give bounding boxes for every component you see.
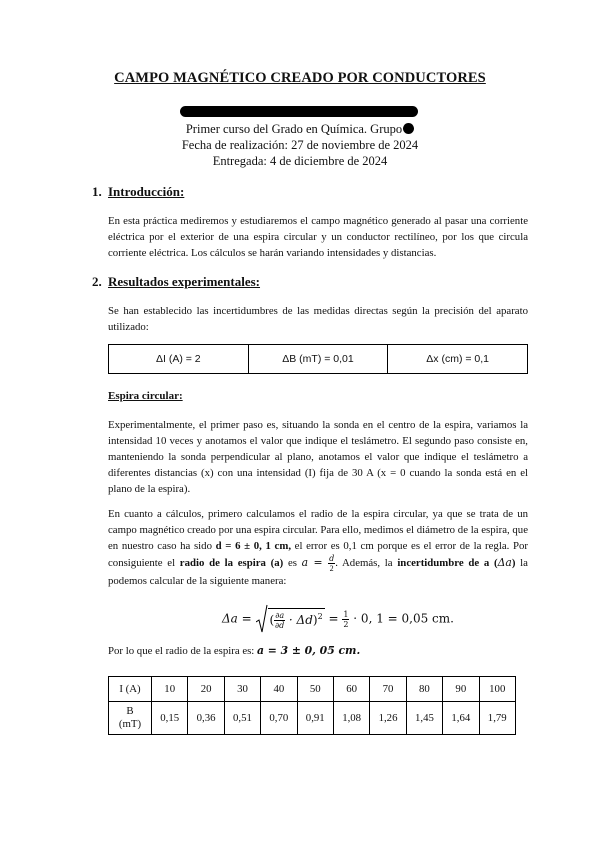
espira-paragraph-1: Experimentalmente, el primer paso es, situando la sonda en el centro de la espira, variamos la intensidad 10 veces y anotamos el valor que indique el teslámetro. El segundo paso consiste en, manteniendo la sonda perpendicular al plano, anotamos el valor que indique el teslámetro a diferentes distancias (x) con una intensidad (I) fija de 30 A (x = 0 cuando la sonda está en el plano de la espira). — [108, 419, 528, 495]
table-cell: 20 — [188, 677, 224, 702]
p2-text-b: el error es 0,1 cm porque es el error de la regla. Por consiguiente el — [108, 540, 528, 569]
table-cell: 30 — [224, 677, 260, 702]
table-cell: 50 — [297, 677, 333, 702]
p2-text-d: . Además, la — [335, 556, 398, 569]
uncertainty-cell: ΔB (mT) = 0,01 — [248, 345, 388, 374]
uncertainty-term-close: ) — [511, 556, 516, 569]
table-cell: 60 — [333, 677, 369, 702]
table-cell: 0,51 — [224, 702, 260, 735]
diameter-value: d = 6 ± 0, 1 cm, — [215, 540, 292, 552]
table-cell: 0,15 — [152, 702, 188, 735]
section-2-number: 2. — [92, 274, 102, 289]
espira-paragraph-2 — [108, 506, 528, 589]
uncertainty-term: incertidumbre de a ( — [397, 556, 498, 569]
current-field-table — [108, 676, 516, 735]
table-cell: 40 — [261, 677, 297, 702]
fraction-numerator: d — [329, 554, 335, 563]
radius-term: radio de la espira (a) — [179, 556, 284, 569]
radius-result-value: a = 3 ± 0, 05 cm. — [257, 644, 361, 657]
espira-subtitle: Espira circular: — [108, 390, 183, 402]
intro-paragraph: En esta práctica mediremos y estudiaremos el campo magnético generado al pasar una corriente eléctrica por el exterior de una espira circular y un conductor rectilíneo, por los que circula corriente eléctrica. Los cálculos se harán variando intensidades y distancias. — [108, 215, 528, 259]
table-cell: 10 — [152, 677, 188, 702]
redacted-group-dot — [403, 123, 414, 134]
section-1-heading — [92, 184, 184, 200]
uncertainty-cell: Δx (cm) = 0,1 — [388, 345, 528, 374]
table-cell: 1,45 — [406, 702, 442, 735]
formula-lhs: Δa = — [222, 611, 256, 626]
table-cell: 0,70 — [261, 702, 297, 735]
table-cell: 1,64 — [443, 702, 479, 735]
partial-denominator: ∂d — [275, 621, 285, 630]
radius-equation: a = — [301, 555, 329, 569]
course-line — [0, 122, 600, 137]
partial-numerator: ∂a — [275, 611, 285, 620]
half-numerator: 1 — [343, 609, 349, 619]
delta-a-symbol: Δa — [497, 555, 512, 569]
radius-result-line — [108, 643, 528, 659]
table-row-current — [109, 677, 516, 702]
table-cell: 80 — [406, 677, 442, 702]
formula-rhs: · 0, 1 = 0,05 cm. — [349, 611, 454, 626]
uncertainty-cell: ΔI (A) = 2 — [109, 345, 249, 374]
table-cell: 90 — [443, 677, 479, 702]
table-cell: 1,26 — [370, 702, 406, 735]
table-cell: 100 — [479, 677, 515, 702]
section-1-number: 1. — [92, 184, 102, 199]
header-cell-current: I (A) — [109, 677, 152, 702]
half-denominator: 2 — [343, 619, 349, 629]
partial-fraction — [274, 611, 285, 630]
section-2-heading — [92, 274, 260, 290]
date-done: Fecha de realización: 27 de noviembre de 2024 — [181, 138, 419, 152]
table-row-field — [109, 702, 516, 735]
document-title: CAMPO MAGNÉTICO CREADO POR CONDUCTORES — [114, 70, 486, 86]
course-text: Primer curso del Grado en Química. Grupo — [185, 122, 403, 136]
field-label: B — [126, 705, 134, 717]
section-2-title: Resultados experimentales: — [108, 274, 261, 289]
uncertainty-table — [108, 344, 528, 374]
date-delivered: Entregada: 4 de diciembre de 2024 — [212, 154, 388, 168]
header-cell-field — [109, 702, 152, 735]
sqrt-symbol — [256, 604, 268, 634]
uncertainty-intro: Se han establecido las incertidumbres de las medidas directas según la precisión del aparato utilizado: — [108, 305, 528, 333]
table-cell: 0,91 — [297, 702, 333, 735]
table-cell: 0,36 — [188, 702, 224, 735]
sqrt-content: ( $\frac{\partial a}{\partial d}$ · Δd)$^2$ — [268, 608, 325, 630]
table-cell: 1,08 — [333, 702, 369, 735]
p2-text-c: es — [283, 556, 302, 569]
uncertainty-formula: Δa = ( $\frac{\partial a}{\partial d}$ · Δd)$^2$ = $\frac{1}{2}$ · 0, 1 = 0,05 cm. — [222, 604, 454, 634]
radius-result-label: Por lo que el radio de la espira es: — [108, 645, 258, 657]
fraction-denominator: 2 — [329, 564, 334, 573]
formula-mid: · Δd — [285, 613, 313, 627]
p2-text-a: En cuanto a cálculos, primero calculamos el radio de la espira circular, ya que se trata de un campo magnético creado por una espira circular. Para ello, medimos el diámetro de la espira, que en nuestro caso ha sido — [108, 508, 528, 552]
section-1-title: Introducción: — [108, 184, 185, 199]
table-cell: 70 — [370, 677, 406, 702]
redacted-author-names — [180, 106, 418, 117]
table-cell: 1,79 — [479, 702, 515, 735]
field-unit: (mT) — [118, 718, 142, 730]
p2-text-e: la podemos calcular de la siguiente manera: — [108, 556, 528, 587]
